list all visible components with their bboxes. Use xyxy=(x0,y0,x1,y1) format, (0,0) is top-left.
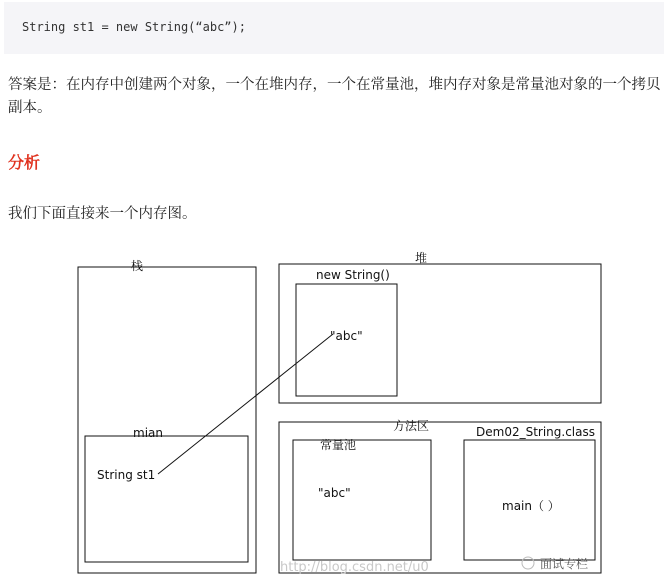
constant-pool-label: 常量池 xyxy=(320,438,357,452)
main-frame-box xyxy=(85,436,248,562)
wechat-icon xyxy=(522,557,534,569)
code-line: String st1 = new String(“abc”); xyxy=(22,20,246,34)
stack-box xyxy=(78,267,256,573)
watermark-url: http://blog.csdn.net/u0 xyxy=(280,560,429,574)
constant-value: "abc" xyxy=(318,486,351,500)
heap-box xyxy=(279,264,601,403)
constant-pool-box xyxy=(293,440,431,560)
heap-object-label: new String() xyxy=(316,268,390,282)
reference-line xyxy=(158,334,333,474)
main-frame-label: mian xyxy=(133,426,163,440)
intro-paragraph: 我们下面直接来一个内存图。 xyxy=(8,206,197,222)
variable-label: String st1 xyxy=(97,468,156,482)
answer-paragraph: 答案是：在内存中创建两个对象，一个在堆内存，一个在常量池，堆内存对象是常量池对象的一个拷贝副本。 xyxy=(8,77,661,116)
heap-label: 堆 xyxy=(415,251,428,265)
method-area-label: 方法区 xyxy=(393,419,430,433)
stack-label: 栈 xyxy=(131,259,144,273)
method-label: main（ ） xyxy=(502,499,560,513)
section-heading: 分析 xyxy=(8,153,41,172)
watermark-account: 面试专栏 xyxy=(540,557,589,571)
heap-value: "abc" xyxy=(330,329,363,343)
class-label: Dem02_String.class xyxy=(476,425,595,439)
